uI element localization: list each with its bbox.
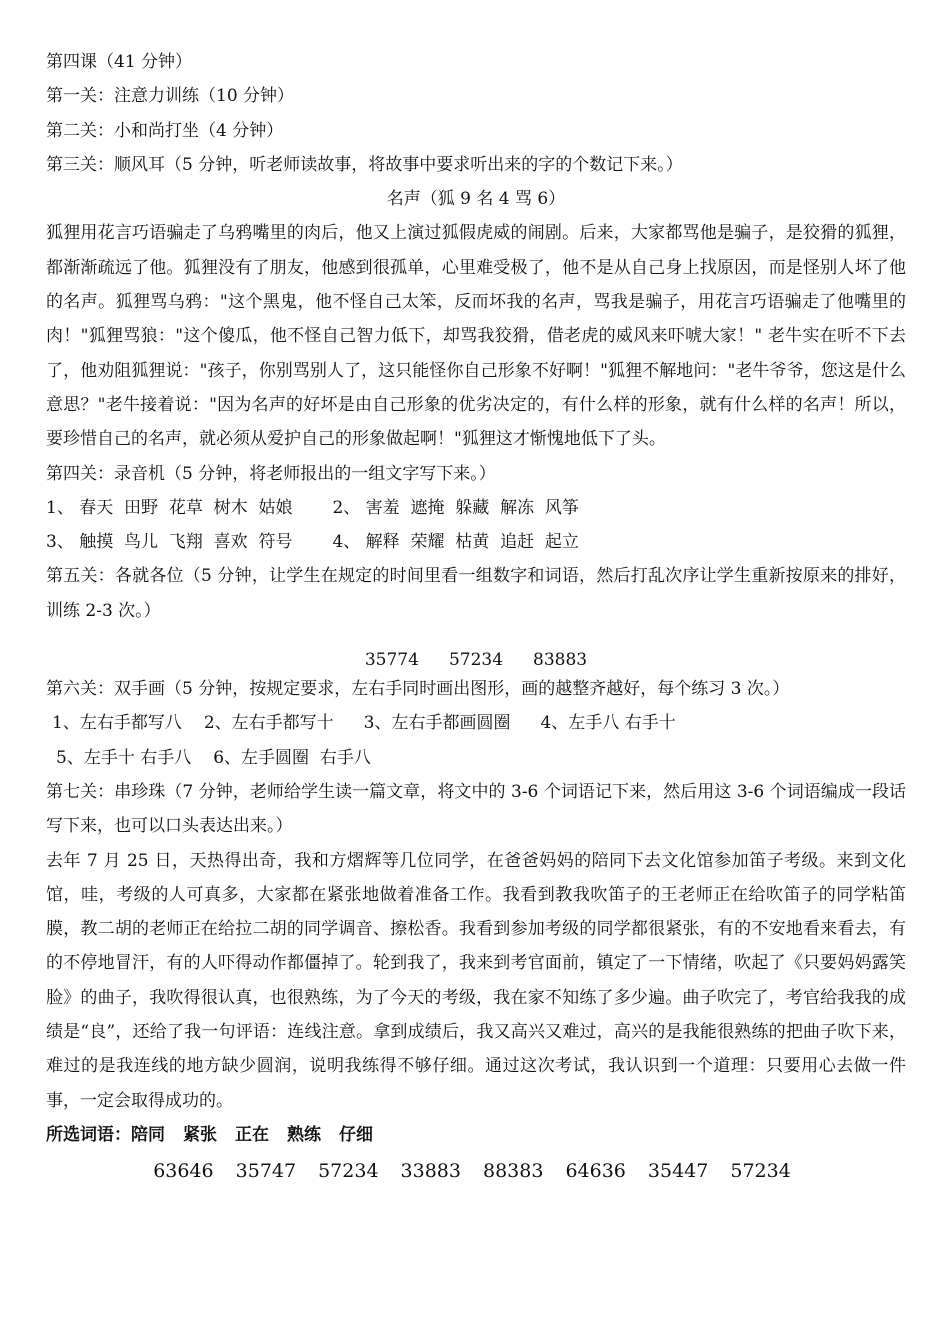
final-number: 64636 [565,1160,626,1183]
selected-word: 陪同 [131,1124,165,1145]
final-numbers-row [46,1152,906,1190]
recorder-row-2 [46,525,906,559]
selected-word: 仔细 [339,1124,373,1145]
essay-paragraph: 去年 7 月 25 日，天热得出奇，我和方熠辉等几位同学，在爸爸妈妈的陪同下去文化馆参加笛子考级。来到文化馆，哇，考级的人可真多，大家都在紧张地做着准备工作。我看到教我吹笛子的王老师正在给吹笛子的同学粘笛膜，教二胡的老师正在给拉二胡的同学调音、擦松香。我看到参加考级的同学都很紧张，有的不安地看来看去，有的不停地冒汗，有的人吓得动作都僵掉了。轮到我了，我来到考官面前，镇定了一下情绪，吹起了《只要妈妈露笑脸》的曲子，我吹得很认真，也很熟练，为了今天的考级，我在家不知练了多少遍。曲子吹完了，考官给我我的成绩是“良”，还给了我一句评语：连线注意。拿到成绩后，我又高兴又难过，高兴的是我能很熟练的把曲子吹下来，难过的是我连线的地方缺少圆润，说明我练得不够仔细。通过这次考试，我认识到一个道理：只要用心去做一件事，一定会取得成功的。 [46,850,906,1111]
task-item: 1、左右手都写八 [52,713,182,734]
final-number: 88383 [483,1160,544,1183]
task-item: 2、左右手都写十 [203,713,334,734]
selected-words-row [46,1118,906,1152]
story-paragraph: 狐狸用花言巧语骗走了乌鸦嘴里的肉后，他又上演过狐假虎威的闹剧。后来，大家都骂他是骗子，是狡猾的狐狸，都渐渐疏远了他。狐狸没有了朋友，他感到很孤单，心里难受极了，他不是从自己身上找原因，而是怪别人坏了他的名声。狐狸骂乌鸦："这个黑鬼，他不怪自己太笨，反而坏我的名声，骂我是骗子，用花言巧语骗走了他嘴里的肉！"狐狸骂狼："这个傻瓜，他不怪自己智力低下，却骂我狡猾，借老虎的威风来吓唬大家！" 老牛实在听不下去了，他劝阻狐狸说："孩子，你别骂别人了，这只能怪你自己形象不好啊！"狐狸不解地问："老牛爷爷，您这是什么意思？"老牛接着说："因为名声的好坏是由自己形象的优劣决定的，有什么样的形象，就有什么样的名声！所以，要珍惜自己的名声，就必须从爱护自己的形象做起啊！"狐狸这才惭愧地低下了头。 [46,223,906,450]
task-item: 3、左右手都画圆圈 [363,713,511,734]
spacer [46,628,906,648]
level-4-heading: 第四关：录音机（5 分钟，将老师报出的一组文字写下来。） [46,463,496,484]
task-item: 5、左手十 右手八 [56,747,192,768]
final-number: 63646 [153,1160,214,1183]
final-number: 35747 [235,1160,297,1183]
recorder-group-1: 1、 春天 田野 花草 树木 姑娘 [46,497,293,518]
recorder-group-3: 3、 触摸 鸟儿 飞翔 喜欢 符号 [46,532,293,553]
number-item: 83883 [533,650,588,671]
lesson-title: 第四课（41 分钟） [46,52,193,72]
level-2-heading: 第二关：小和尚打坐（4 分钟） [46,120,284,141]
final-number: 33883 [400,1160,461,1183]
recorder-row-1 [46,491,906,525]
task-item: 4、左手八 右手十 [540,713,676,734]
task-item: 6、左手圆圈 右手八 [213,747,371,768]
level-6-heading: 第六关：双手画（5 分钟，按规定要求，左右手同时画出图形，画的越整齐越好，每个练习 3 次。） [46,679,790,700]
story-title: 名声（狐 9 名 4 骂 6） [386,189,566,210]
selected-word: 熟练 [287,1124,321,1145]
recorder-group-4: 4、 解释 荣耀 枯黄 追赶 起立 [332,532,579,553]
number-item: 35774 [364,650,419,671]
final-number: 57234 [730,1160,791,1183]
level-1-heading: 第一关：注意力训练（10 分钟） [46,86,295,107]
final-number: 57234 [318,1160,379,1183]
level-5-heading: 第五关：各就各位（5 分钟，让学生在规定的时间里看一组数字和词语，然后打乱次序让学生重新按原来的排好，训练 2-3 次。） [46,566,906,621]
level-3-heading: 第三关：顺风耳（5 分钟，听老师读故事，将故事中要求听出来的字的个数记下来。） [46,154,683,175]
recorder-group-2: 2、 害羞 遮掩 躲藏 解冻 风筝 [332,497,579,518]
selected-words-label: 所选词语： [46,1124,131,1145]
selected-word: 正在 [235,1124,269,1145]
number-item: 57234 [448,650,504,671]
level-6-tasks-row-2 [46,741,906,775]
level-6-tasks-row-1 [46,706,906,740]
level-7-heading: 第七关：串珍珠（7 分钟，老师给学生读一篇文章，将文中的 3-6 个词语记下来，然后用这 3-6 个词语编成一段话写下来，也可以口头表达出来。） [46,781,906,837]
level-5-numbers [46,648,906,672]
selected-word: 紧张 [183,1124,217,1145]
final-number: 35447 [647,1160,709,1183]
